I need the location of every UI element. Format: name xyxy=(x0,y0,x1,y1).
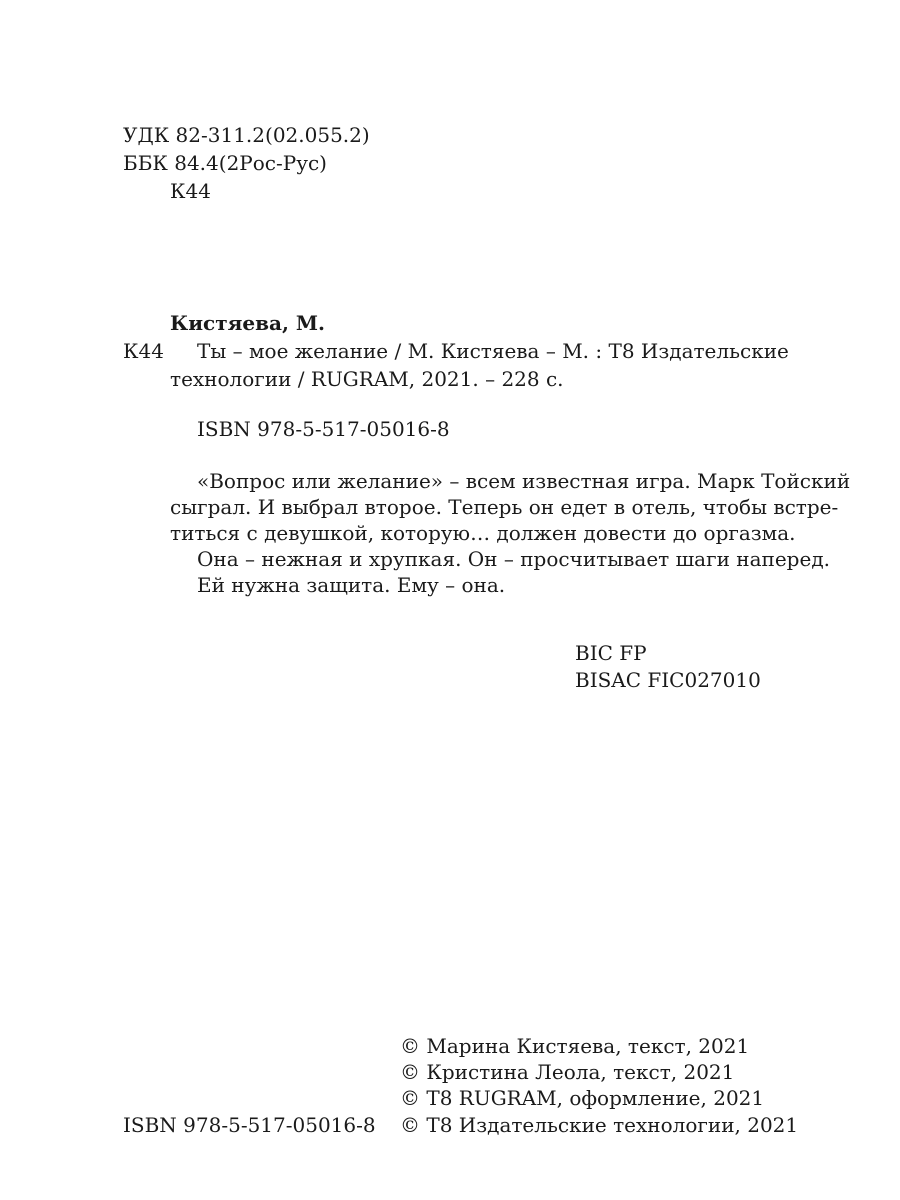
author-mark: К44 xyxy=(170,179,211,203)
annotation-line: сыграл. И выбрал второе. Теперь он едет в отель, чтобы встре- xyxy=(170,495,839,519)
catalog-isbn: ISBN 978-5-517-05016-8 xyxy=(197,417,450,441)
annotation-line: титься с девушкой, которую… должен довести до оргазма. xyxy=(170,521,796,545)
catalog-description-line: технологии / RUGRAM, 2021. – 228 с. xyxy=(170,367,564,391)
bisac-code: BISAC FIC027010 xyxy=(575,668,761,692)
annotation-line: «Вопрос или желание» – всем известная игра. Марк Тойский xyxy=(197,469,851,493)
copyright-line: © Марина Кистяева, текст, 2021 xyxy=(400,1034,750,1058)
udk-code: УДК 82-311.2(02.055.2) xyxy=(123,123,370,147)
footer-isbn: ISBN 978-5-517-05016-8 xyxy=(123,1113,376,1137)
copyright-line: © Кристина Леола, текст, 2021 xyxy=(400,1060,735,1084)
annotation-line: Она – нежная и хрупкая. Он – просчитывает шаги наперед. xyxy=(197,547,830,571)
bic-code: BIC FP xyxy=(575,641,647,665)
author-name: Кистяева, М. xyxy=(170,311,325,335)
catalog-author-mark: К44 xyxy=(123,339,164,363)
bbk-code: ББК 84.4(2Рос-Рус) xyxy=(123,151,327,175)
annotation-line: Ей нужна защита. Ему – она. xyxy=(197,573,506,597)
copyright-line: © Т8 Издательские технологии, 2021 xyxy=(400,1113,799,1137)
catalog-description-line: Ты – мое желание / М. Кистяева – М. : Т8 Издательские xyxy=(197,339,789,363)
copyright-line: © Т8 RUGRAM, оформление, 2021 xyxy=(400,1086,765,1110)
